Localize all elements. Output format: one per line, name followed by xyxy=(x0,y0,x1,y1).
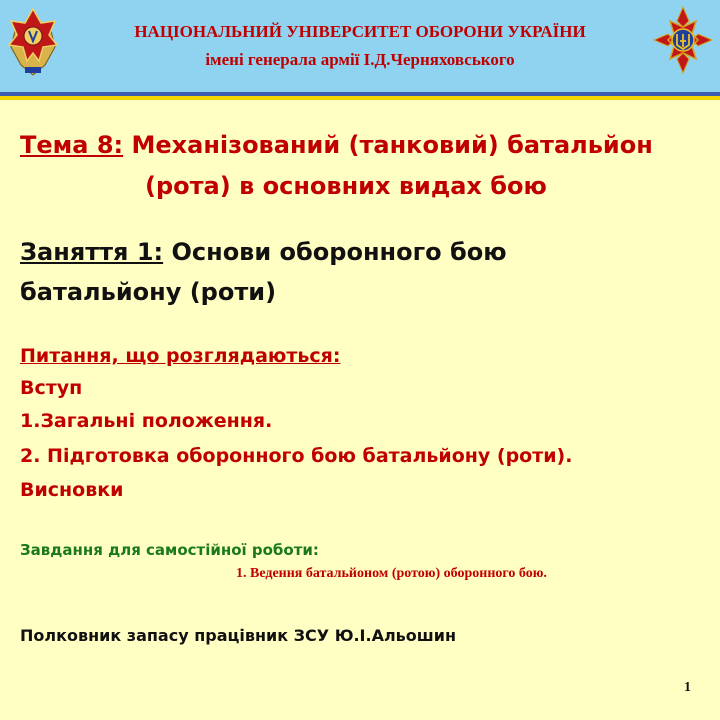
question-item: Висновки xyxy=(20,479,124,501)
topic-line-1 xyxy=(20,131,653,159)
question-item: 1.Загальні положення. xyxy=(20,410,273,432)
university-name: НАЦІОНАЛЬНИЙ УНІВЕРСИТЕТ ОБОРОНИ УКРАЇНИ xyxy=(134,22,586,41)
question-item: 2. Підготовка оборонного бою батальйону (роти). xyxy=(20,445,573,467)
lesson-line-1 xyxy=(20,238,507,266)
lesson-line-2: батальйону (роти) xyxy=(20,278,277,306)
questions-heading: Питання, що розглядаються: xyxy=(20,345,341,367)
university-cross-emblem-icon xyxy=(5,5,61,81)
university-subtitle: імені генерала армії І.Д.Черняховського xyxy=(205,50,515,69)
lesson-text: Основи оборонного бою xyxy=(163,238,507,266)
question-item: Вступ xyxy=(20,377,83,399)
self-study-heading: Завдання для самостійної роботи: xyxy=(20,541,319,559)
topic-line-2: (рота) в основних видах бою xyxy=(145,172,547,200)
lesson-label: Заняття 1: xyxy=(20,238,164,266)
self-study-item: 1. Ведення батальйоном (ротою) оборонного бою. xyxy=(236,566,547,581)
header-stripe-yellow xyxy=(0,96,720,100)
slide-number: 1 xyxy=(684,680,691,695)
topic-text: Механізований (танковий) батальйон xyxy=(123,131,653,159)
header-bar xyxy=(0,0,720,92)
author-line: Полковник запасу працівник ЗСУ Ю.І.Альошин xyxy=(20,626,457,645)
armed-forces-cross-trident-icon xyxy=(652,5,714,75)
topic-label: Тема 8: xyxy=(20,131,124,159)
